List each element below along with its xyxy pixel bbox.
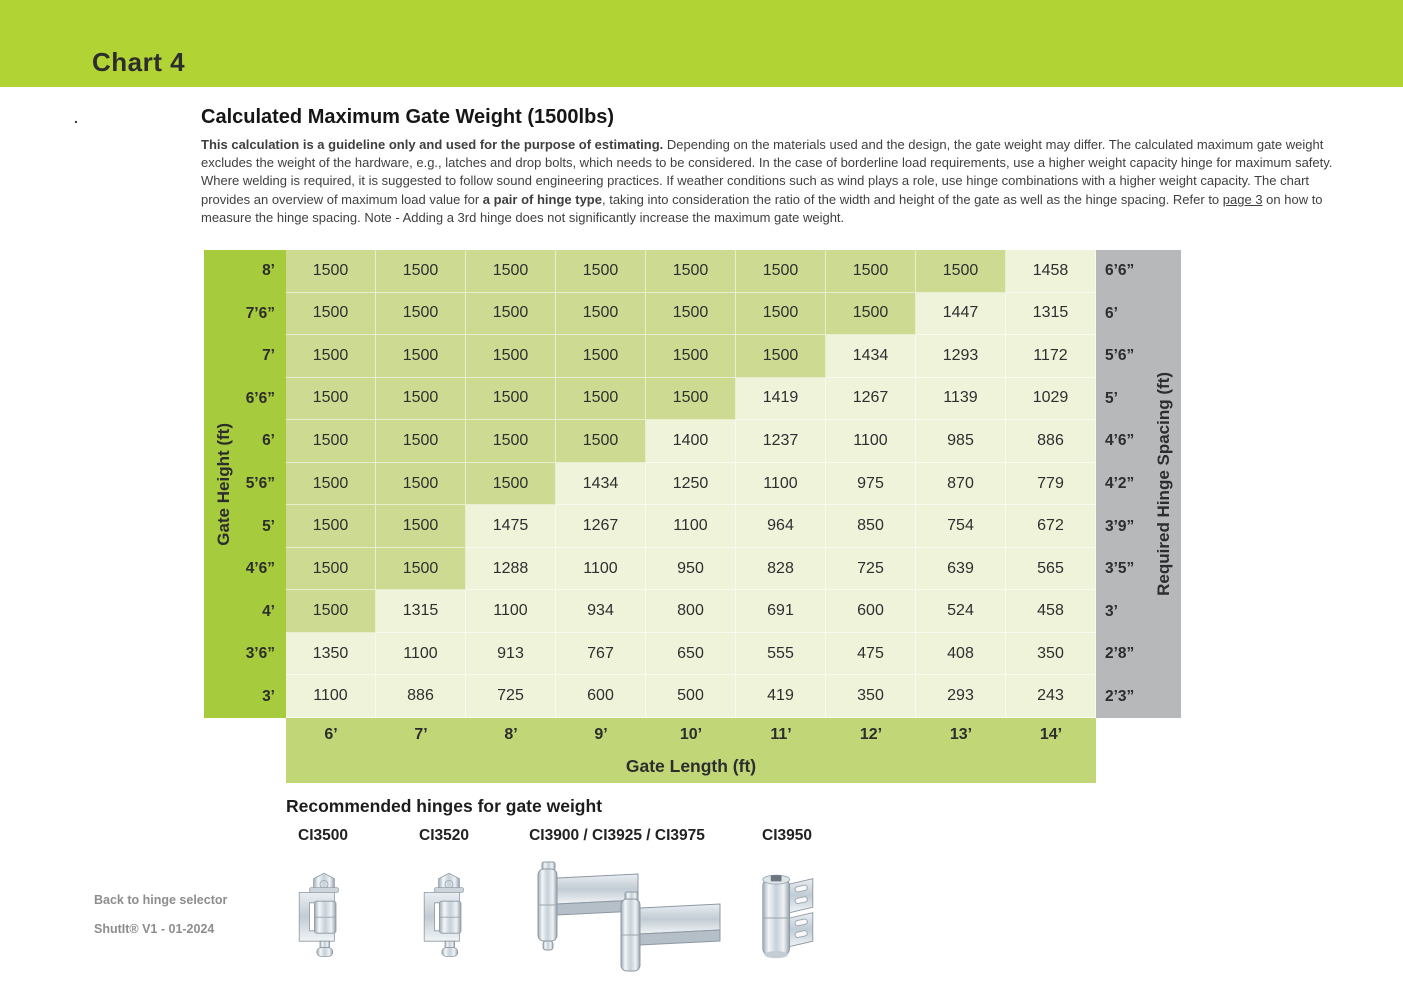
header-bar: [0, 0, 1403, 87]
weight-cell: 913: [466, 633, 556, 676]
hinge-spacing-value: 4’6”: [1105, 432, 1135, 450]
hinge-spacing-value: 3’5”: [1105, 560, 1135, 578]
weight-cell: 1400: [646, 420, 736, 463]
gate-height-label: 8’: [262, 262, 275, 280]
weight-cell: 1100: [556, 548, 646, 591]
intro-paragraph: [201, 136, 1339, 227]
weight-cell: 1500: [646, 293, 736, 336]
gate-length-label: 14’: [1039, 726, 1063, 743]
gate-height-label: 7’6”: [245, 304, 275, 322]
hinge-spacing-value: 5’6”: [1105, 347, 1135, 365]
weight-cell: 1500: [376, 250, 466, 293]
weight-cell: 1500: [376, 463, 466, 506]
weight-cell: 934: [556, 590, 646, 633]
table-row: [286, 548, 1096, 591]
table-row: [286, 335, 1096, 378]
table-row: [286, 420, 1096, 463]
weight-cell: 1500: [556, 420, 646, 463]
weight-cell: 1100: [736, 463, 826, 506]
back-to-hinge-selector-link[interactable]: Back to hinge selector: [94, 893, 228, 907]
weight-cell: 1500: [466, 378, 556, 421]
weight-cell: 1500: [286, 420, 376, 463]
paragraph-segment: , taking into consideration the ratio of the width and height of the gate as well as the hinge spacing. Refer to: [601, 191, 1223, 207]
weight-cell: 1500: [826, 250, 916, 293]
gate-height-label: 7’: [262, 347, 275, 365]
right-axis-label-wrap: [1151, 250, 1177, 718]
stray-dot: .: [74, 110, 78, 126]
weight-cell: 524: [916, 590, 1006, 633]
y-axis-label: Gate Height (ft): [214, 422, 233, 546]
weight-cell: 1500: [646, 378, 736, 421]
weight-cell: 555: [736, 633, 826, 676]
hinge-spacing-value: 2’8”: [1105, 645, 1135, 663]
gate-length-label: 13’: [949, 726, 973, 743]
weight-cell: 1500: [466, 250, 556, 293]
weight-cell: 293: [916, 675, 1006, 718]
weight-cell: 1293: [916, 335, 1006, 378]
weight-cell: 650: [646, 633, 736, 676]
page-title: Chart 4: [92, 47, 186, 77]
version-text: ShutIt® V1 - 01-2024: [94, 922, 215, 936]
weight-cell: 1350: [286, 633, 376, 676]
weight-cell: 850: [826, 505, 916, 548]
weight-cell: 1419: [736, 378, 826, 421]
product-label-ci3950: CI3950: [762, 827, 812, 844]
weight-cell: 1500: [466, 420, 556, 463]
gate-height-label: 5’6”: [245, 475, 275, 492]
product-label-ci3500: CI3500: [298, 827, 348, 844]
weight-cell: 886: [376, 675, 466, 718]
gate-height-label: 4’: [262, 602, 275, 620]
weight-cell: 639: [916, 548, 1006, 591]
weight-cell: 1500: [376, 335, 466, 378]
weight-cell: 964: [736, 505, 826, 548]
gate-height-label: 6’: [262, 432, 275, 450]
weight-cell: 1500: [286, 463, 376, 506]
paragraph-segment: Depending on the materials used and the design, the gate weight may differ. The calculated maximum gate weight excludes the weight of the hardware, e.g., latches and drop bolts, which needs to be considered. In the case of borderline load requirements, use a higher weight capacity hinge for maximum safety. Where welding is required, it is suggested to follow sound engineering practices. If weather conditions such as wind plays a role, use hinge combinations with a higher weight capacity. The chart provides an overview of maximum load value for: [201, 137, 1333, 207]
weight-cell: 1500: [736, 293, 826, 336]
weight-cell: 419: [736, 675, 826, 718]
weight-cell: 828: [736, 548, 826, 591]
recommended-heading: Recommended hinges for gate weight: [286, 796, 603, 816]
hinge-spacing-column: [1096, 250, 1181, 718]
weight-cell: 1500: [376, 378, 466, 421]
weight-cell: 1500: [376, 505, 466, 548]
weight-cell: 600: [826, 590, 916, 633]
weight-cell: 565: [1006, 548, 1096, 591]
weight-cell: 1434: [556, 463, 646, 506]
weight-cell: 1172: [1006, 335, 1096, 378]
weight-cell: 1500: [466, 293, 556, 336]
weight-cell: 1447: [916, 293, 1006, 336]
weight-cell: 1500: [556, 293, 646, 336]
weight-cell: 1434: [826, 335, 916, 378]
gate-length-label: 7’: [414, 726, 428, 743]
weight-cell: 985: [916, 420, 1006, 463]
gate-length-header: [286, 718, 1096, 783]
weight-cell: 350: [826, 675, 916, 718]
table-row: [286, 463, 1096, 506]
weight-cell: 1500: [286, 548, 376, 591]
weight-cell: 886: [1006, 420, 1096, 463]
weight-cell: 950: [646, 548, 736, 591]
weight-cell: 1500: [286, 250, 376, 293]
weight-cell: 672: [1006, 505, 1096, 548]
gate-height-label: 6’6”: [245, 389, 275, 407]
table-row: [286, 675, 1096, 718]
x-axis-label: Gate Length (ft): [625, 755, 757, 776]
weight-cell: 1500: [376, 293, 466, 336]
weight-cell: 767: [556, 633, 646, 676]
weight-cell: 1500: [466, 335, 556, 378]
hinge-spacing-value: 5’: [1105, 389, 1118, 407]
hinge-spacing-value: 2’3”: [1105, 687, 1135, 705]
barrel-bracket-hinge-icon: [750, 868, 822, 968]
right-axis-label: Required Hinge Spacing (ft): [1154, 372, 1173, 596]
weight-cell: 691: [736, 590, 826, 633]
gate-height-column: [204, 250, 286, 718]
weight-cell: 1500: [556, 335, 646, 378]
table-row: [286, 590, 1096, 633]
chart-title: Calculated Maximum Gate Weight (1500lbs): [201, 106, 615, 128]
hinge-spacing-value: 3’: [1105, 602, 1118, 620]
weight-cell: 1288: [466, 548, 556, 591]
table-row: [286, 505, 1096, 548]
hinge-spacing-value: 6’6”: [1105, 262, 1135, 280]
table-row: [286, 633, 1096, 676]
weight-cell: 1500: [286, 335, 376, 378]
weight-cell: 1100: [286, 675, 376, 718]
gate-weight-table: [204, 250, 1181, 784]
weight-matrix: [286, 250, 1096, 718]
weight-cell: 408: [916, 633, 1006, 676]
weight-cell: 1267: [826, 378, 916, 421]
weight-cell: 1500: [646, 250, 736, 293]
weight-cell: 975: [826, 463, 916, 506]
weight-cell: 725: [466, 675, 556, 718]
table-row: [286, 293, 1096, 336]
weight-cell: 1237: [736, 420, 826, 463]
weight-cell: 800: [646, 590, 736, 633]
paragraph-segment: a pair of hinge type: [482, 191, 602, 207]
gate-length-label: 12’: [859, 726, 883, 743]
weight-cell: 1500: [556, 250, 646, 293]
gate-height-label: 4’6”: [245, 560, 275, 578]
paragraph-segment: on how to measure the hinge spacing. Note - Adding a 3rd hinge does not significantly increase the maximum gate weight.: [201, 191, 1323, 225]
weight-cell: 1500: [286, 590, 376, 633]
weight-cell: 1500: [286, 293, 376, 336]
weight-cell: 600: [556, 675, 646, 718]
gate-height-label: 3’6”: [245, 645, 275, 663]
gate-length-label: 10’: [679, 726, 703, 743]
weight-cell: 870: [916, 463, 1006, 506]
gate-length-label: 9’: [594, 726, 608, 743]
y-axis-label-wrap: [210, 250, 238, 718]
gate-length-label: 11’: [770, 726, 792, 743]
weight-cell: 1500: [826, 293, 916, 336]
table-row: [286, 378, 1096, 421]
product-label-ci3900-group: CI3900 / CI3925 / CI3975: [529, 827, 705, 844]
weight-cell: 1100: [376, 633, 466, 676]
table-row: [286, 250, 1096, 293]
weight-cell: 1315: [376, 590, 466, 633]
page-3-link[interactable]: page 3: [1222, 191, 1263, 207]
gate-length-label: 6’: [324, 726, 338, 743]
hinge-spacing-value: 6’: [1105, 304, 1118, 322]
weight-cell: 1100: [826, 420, 916, 463]
weight-cell: 1100: [646, 505, 736, 548]
weight-cell: 1315: [1006, 293, 1096, 336]
weight-cell: 1100: [466, 590, 556, 633]
weight-cell: 1500: [466, 463, 556, 506]
weight-cell: 1458: [1006, 250, 1096, 293]
weight-cell: 779: [1006, 463, 1096, 506]
weight-cell: 1139: [916, 378, 1006, 421]
weight-cell: 1500: [736, 250, 826, 293]
bolt-on-hinge-icon: [288, 870, 360, 966]
weight-cell: 754: [916, 505, 1006, 548]
weight-cell: 475: [826, 633, 916, 676]
weight-cell: 1500: [286, 378, 376, 421]
product-label-ci3520: CI3520: [419, 827, 469, 844]
weight-cell: 1475: [466, 505, 556, 548]
bolt-on-hinge-icon: [413, 870, 485, 966]
gate-length-label: 8’: [504, 726, 518, 743]
weight-cell: 1500: [376, 548, 466, 591]
gate-height-label: 3’: [262, 687, 275, 705]
weight-cell: 1500: [736, 335, 826, 378]
weight-cell: 1267: [556, 505, 646, 548]
weight-cell: 500: [646, 675, 736, 718]
hinge-spacing-value: 3’9”: [1105, 517, 1135, 535]
weight-cell: 1500: [916, 250, 1006, 293]
weight-cell: 243: [1006, 675, 1096, 718]
weight-cell: 1500: [286, 505, 376, 548]
weight-cell: 1029: [1006, 378, 1096, 421]
weight-cell: 350: [1006, 633, 1096, 676]
weight-cell: 1500: [376, 420, 466, 463]
weight-cell: 458: [1006, 590, 1096, 633]
hinge-spacing-value: 4’2”: [1105, 475, 1135, 492]
weight-cell: 1500: [556, 378, 646, 421]
paragraph-segment: This calculation is a guideline only and used for the purpose of estimating.: [201, 137, 664, 152]
gate-height-label: 5’: [262, 517, 275, 535]
weld-on-flag-hinges-icon: [518, 860, 723, 975]
weight-cell: 725: [826, 548, 916, 591]
weight-cell: 1500: [646, 335, 736, 378]
weight-cell: 1250: [646, 463, 736, 506]
gate-length-labels: [286, 718, 1096, 752]
